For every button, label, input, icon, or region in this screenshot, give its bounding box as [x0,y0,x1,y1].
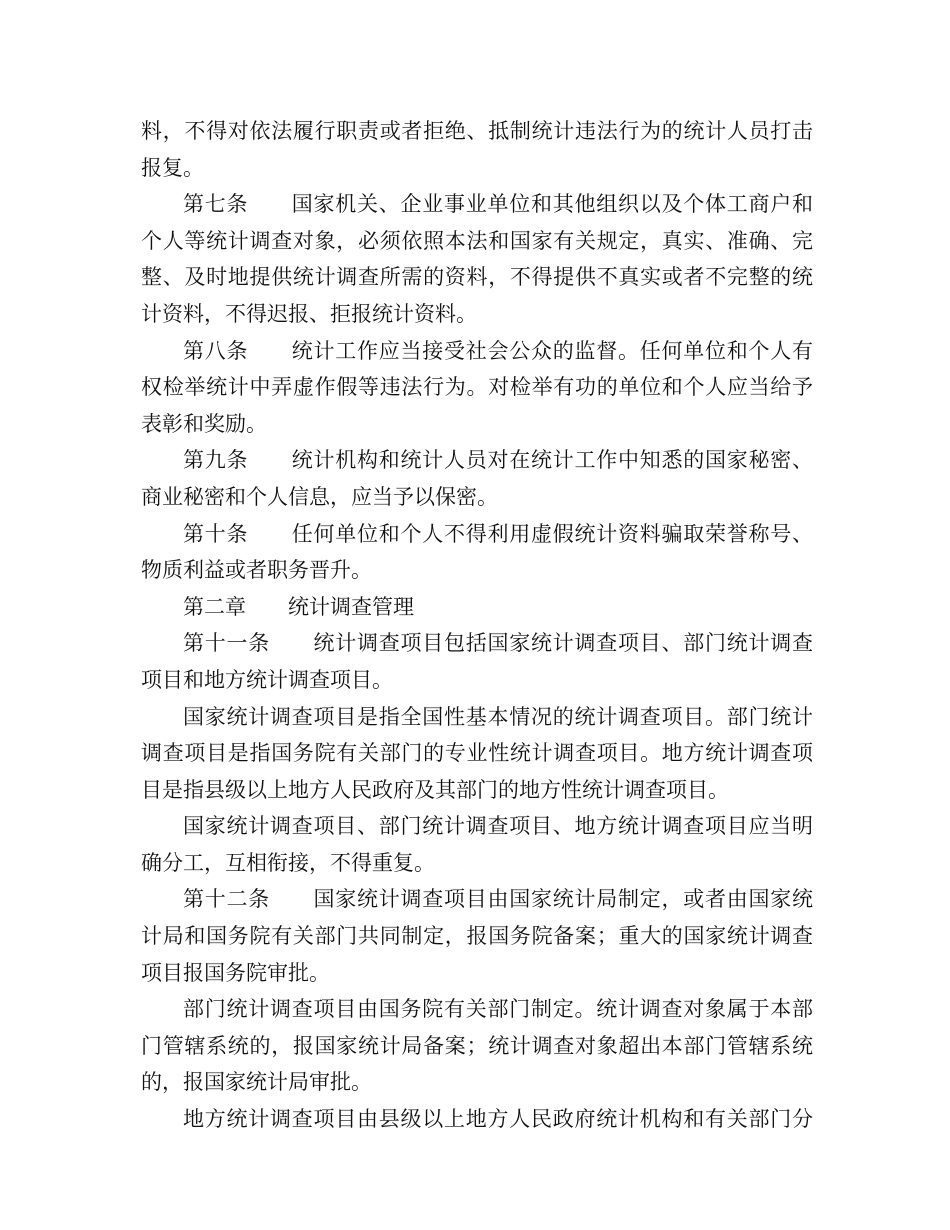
document-line: 目是指县级以上地方人民政府及其部门的地方性统计调查项目。 [141,777,729,802]
document-line: 国家统计调查项目、部门统计调查项目、地方统计调查项目应当明 [183,814,813,839]
document-line: 的，报国家统计局审批。 [141,1070,372,1095]
document-line: 个人等统计调查对象，必须依照本法和国家有关规定，真实、准确、完 [141,228,813,253]
document-line: 第七条 国家机关、企业事业单位和其他组织以及个体工商户和 [183,192,813,217]
document-line: 料，不得对依法履行职责或者拒绝、抵制统计违法行为的统计人员打击 [141,119,813,143]
document-line: 门管辖系统的，报国家统计局备案；统计调查对象超出本部门管辖系统 [141,1033,813,1058]
document-line: 国家统计调查项目是指全国性基本情况的统计调查项目。部门统计 [183,704,813,729]
document-body [141,113,813,1138]
document-line: 整、及时地提供统计调查所需的资料，不得提供不真实或者不完整的统 [141,265,813,290]
document-line: 第八条 统计工作应当接受社会公众的监督。任何单位和个人有 [183,338,813,363]
document-line: 调查项目是指国务院有关部门的专业性统计调查项目。地方统计调查项 [141,741,813,766]
document-line: 确分工，互相衔接，不得重复。 [141,850,435,875]
document-line: 第九条 统计机构和统计人员对在统计工作中知悉的国家秘密、 [183,448,813,473]
document-line: 权检举统计中弄虚作假等违法行为。对检举有功的单位和个人应当给予 [141,375,813,400]
document-line: 第二章 统计调查管理 [183,594,414,619]
document-line: 商业秘密和个人信息，应当予以保密。 [141,484,498,509]
document-line: 部门统计调查项目由国务院有关部门制定。统计调查对象属于本部 [183,997,813,1022]
document-line: 第十一条 统计调查项目包括国家统计调查项目、部门统计调查 [183,631,813,656]
document-line: 第十二条 国家统计调查项目由国家统计局制定，或者由国家统 [183,887,813,912]
document-line: 项目报国务院审批。 [141,960,330,985]
document-line: 计资料，不得迟报、拒报统计资料。 [141,301,477,326]
document-line: 第十条 任何单位和个人不得利用虚假统计资料骗取荣誉称号、 [183,521,813,546]
document-line: 物质利益或者职务晋升。 [141,558,372,583]
document-line: 项目和地方统计调查项目。 [141,667,393,692]
document-line: 表彰和奖励。 [141,411,267,436]
document-line: 地方统计调查项目由县级以上地方人民政府统计机构和有关部门分 [183,1107,813,1132]
document-line: 计局和国务院有关部门共同制定，报国务院备案；重大的国家统计调查 [141,924,813,949]
document-line: 报复。 [141,155,204,180]
